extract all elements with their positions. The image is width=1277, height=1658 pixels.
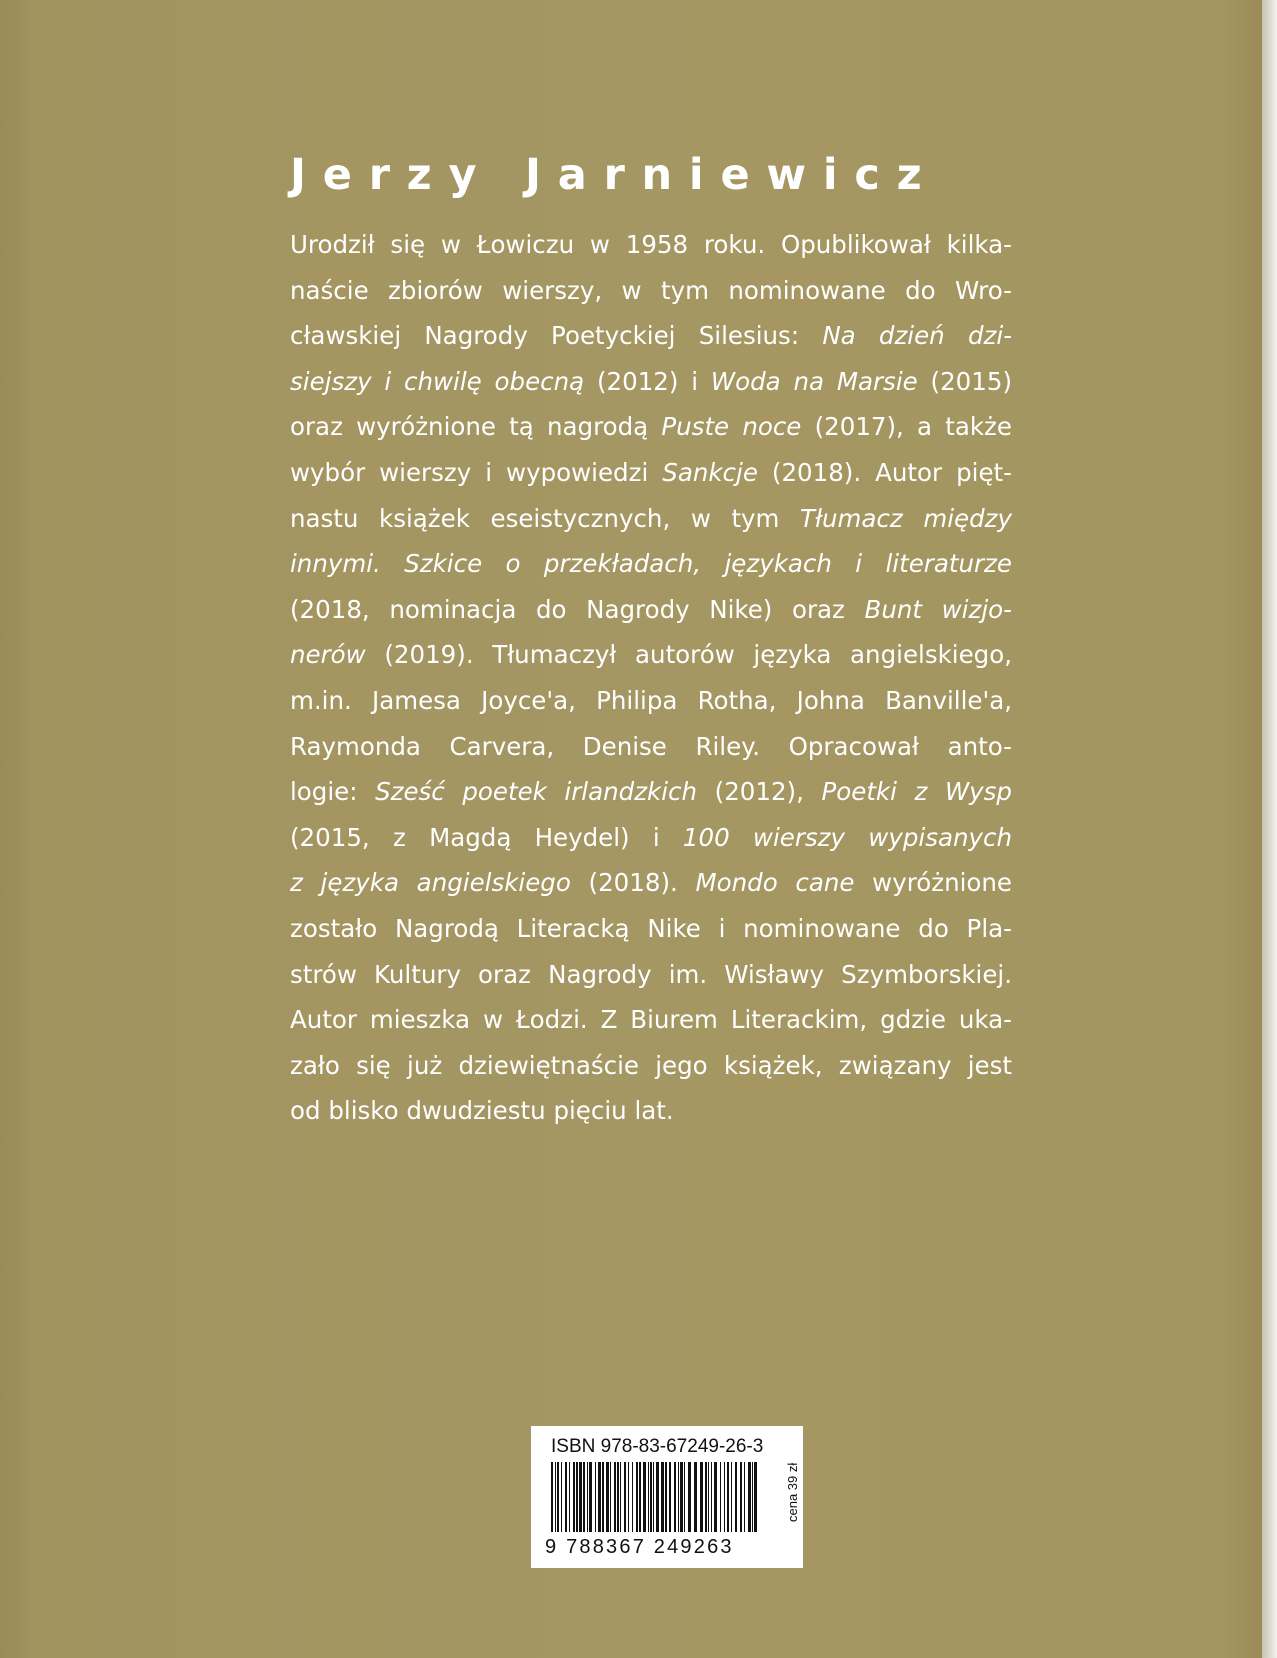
bio-text: cławskiej Nagrody Poetyckiej Silesius: (290, 321, 823, 351)
bio-title-text: 100 wierszy wypisanych (682, 822, 1012, 852)
bio-line (290, 815, 1012, 861)
barcode-bar (598, 1462, 601, 1532)
barcode-bar (708, 1462, 709, 1532)
bio-text: zało się już dziewiętnaście jego książek, związany jest (290, 1050, 1012, 1080)
bio-line (290, 860, 1012, 906)
barcode-bar (628, 1462, 629, 1532)
barcode-bar (614, 1462, 616, 1532)
bio-line (290, 678, 1012, 724)
bio-title-text: Mondo cane (695, 868, 855, 898)
barcode-bar (711, 1462, 712, 1532)
author-biography (290, 222, 1012, 1134)
barcode-bar (617, 1462, 619, 1532)
barcode-bar (620, 1462, 621, 1532)
bio-text: (2015, z Magdą Heydel) i (290, 822, 683, 852)
bio-line (290, 450, 1012, 496)
barcode-bar (587, 1462, 588, 1532)
bio-title-text: Sankcje (662, 457, 758, 487)
bio-title-text: innymi. Szkice o przekładach, językach i literaturze (290, 549, 1012, 579)
bio-line (290, 724, 1012, 770)
barcode-bar (727, 1462, 729, 1532)
barcode-bar (684, 1462, 685, 1532)
barcode-bar (735, 1462, 737, 1532)
barcode-bar (595, 1462, 596, 1532)
bio-text: (2018, nominacja do Nagrody Nike) oraz (290, 594, 865, 624)
bio-title-text: nerów (290, 640, 366, 670)
bio-text: Urodził się w Łowiczu w 1958 roku. Opublikował kilka- (290, 230, 1012, 259)
barcode-bar (674, 1462, 676, 1532)
bio-title-text: Sześć poetek irlandzkich (375, 777, 698, 807)
barcode-bar (636, 1462, 638, 1532)
bio-text: (2012) i (584, 366, 711, 396)
bio-text: Autor mieszka w Łodzi. Z Biurem Literackim, gdzie uka- (290, 1005, 1012, 1035)
bio-text: wyróżnione (854, 868, 1013, 898)
barcode-bar (705, 1462, 707, 1532)
bio-text: m.in. Jamesa Joyce'a, Philipa Rotha, Johna Banville'a, (290, 685, 1012, 715)
bio-line (290, 268, 1012, 314)
barcode-bar (639, 1462, 641, 1532)
bio-title-text: Woda na Marsie (710, 366, 918, 396)
bio-line (290, 313, 1012, 359)
scan-page-edge (1262, 0, 1277, 1658)
barcode-bar (688, 1462, 691, 1532)
bio-title-text: Tłumacz między (800, 503, 1012, 533)
barcode-bar (557, 1462, 559, 1532)
barcode-bar (700, 1462, 703, 1532)
bio-text: Raymonda Carvera, Denise Riley. Opracował anto- (290, 731, 1012, 761)
barcode-bar (569, 1462, 570, 1532)
isbn-barcode-label (531, 1426, 803, 1568)
barcode-bar (648, 1462, 649, 1532)
isbn-number: ISBN 978-83-67249-26-3 (551, 1436, 764, 1457)
bio-text: nastu książek eseistycznych, w tym (290, 503, 801, 533)
barcode-bar (565, 1462, 567, 1532)
barcode-bar (624, 1462, 626, 1532)
bio-line (290, 632, 1012, 678)
bio-text: od blisko dwudziestu pięciu lat. (290, 1096, 674, 1126)
bio-line (290, 906, 1012, 952)
bio-text: (2012), (697, 777, 822, 807)
barcode-bar (748, 1462, 751, 1532)
barcode-bar (602, 1462, 604, 1532)
barcode-bar (744, 1462, 745, 1532)
barcode-bar (740, 1462, 742, 1532)
bio-title-text: z języka angielskiego (290, 868, 571, 898)
barcode-bar (720, 1462, 721, 1532)
barcode-bar (589, 1462, 592, 1532)
barcode-bar (555, 1462, 556, 1532)
barcode-bar (678, 1462, 679, 1532)
bio-line (290, 952, 1012, 998)
bio-line (290, 1043, 1012, 1089)
barcode-bar (661, 1462, 664, 1532)
barcode-bar (724, 1462, 725, 1532)
price-label: cena 39 zł (785, 1462, 800, 1522)
barcode-bar (714, 1462, 717, 1532)
bio-text: oraz wyróżnione tą nagrodą (290, 412, 662, 442)
barcode-bar (583, 1462, 585, 1532)
bio-line (290, 1088, 1012, 1134)
barcode-bar (669, 1462, 671, 1532)
bio-title-text: Poetki z Wysp (821, 777, 1012, 807)
bio-line (290, 587, 1012, 633)
barcode-bar (606, 1462, 609, 1532)
author-name: Jerzy Jarniewicz (290, 150, 939, 200)
bio-line (290, 359, 1012, 405)
bio-title-text: Bunt wizjo- (864, 594, 1012, 624)
bio-line (290, 997, 1012, 1043)
barcode-bar (610, 1462, 611, 1532)
barcode-bar (650, 1462, 652, 1532)
barcode-bar (561, 1462, 562, 1532)
bio-title-text: Puste noce (661, 412, 802, 442)
bio-text: strów Kultury oraz Nagrody im. Wisławy Szymborskiej. (290, 959, 1012, 989)
bio-text: zostało Nagrodą Literacką Nike i nominowane do Pla- (290, 913, 1012, 943)
bio-text: wybór wierszy i wypowiedzi (290, 457, 663, 487)
bio-line (290, 541, 1012, 587)
bio-text: (2017), a także (801, 412, 1012, 442)
bio-text: (2018). (570, 868, 696, 898)
barcode-bar (579, 1462, 582, 1532)
barcode-bar (680, 1462, 683, 1532)
bio-line (290, 222, 1012, 268)
barcode-bar (573, 1462, 575, 1532)
barcode-bar (643, 1462, 646, 1532)
barcode-bar (694, 1462, 697, 1532)
bio-text: (2015) (917, 366, 1012, 396)
bio-line (290, 496, 1012, 542)
barcode-bar (656, 1462, 659, 1532)
barcode-bar (665, 1462, 667, 1532)
bio-line (290, 404, 1012, 450)
bio-title-text: Na dzień dzi- (822, 321, 1013, 351)
barcode-bar (731, 1462, 732, 1532)
barcode-bar (576, 1462, 578, 1532)
bio-title-text: siejszy i chwilę obecną (290, 366, 585, 396)
barcode-bar (632, 1462, 633, 1532)
bio-text: logie: (290, 777, 376, 807)
bio-text: (2019). Tłumaczył autorów języka angielskiego, (365, 640, 1012, 670)
bio-text: naście zbiorów wierszy, w tym nominowane do Wro- (290, 275, 1012, 305)
barcode-digits: 9 788367 249263 (545, 1532, 767, 1562)
bio-text: (2018). Autor pięt- (757, 457, 1012, 487)
bio-line (290, 769, 1012, 815)
